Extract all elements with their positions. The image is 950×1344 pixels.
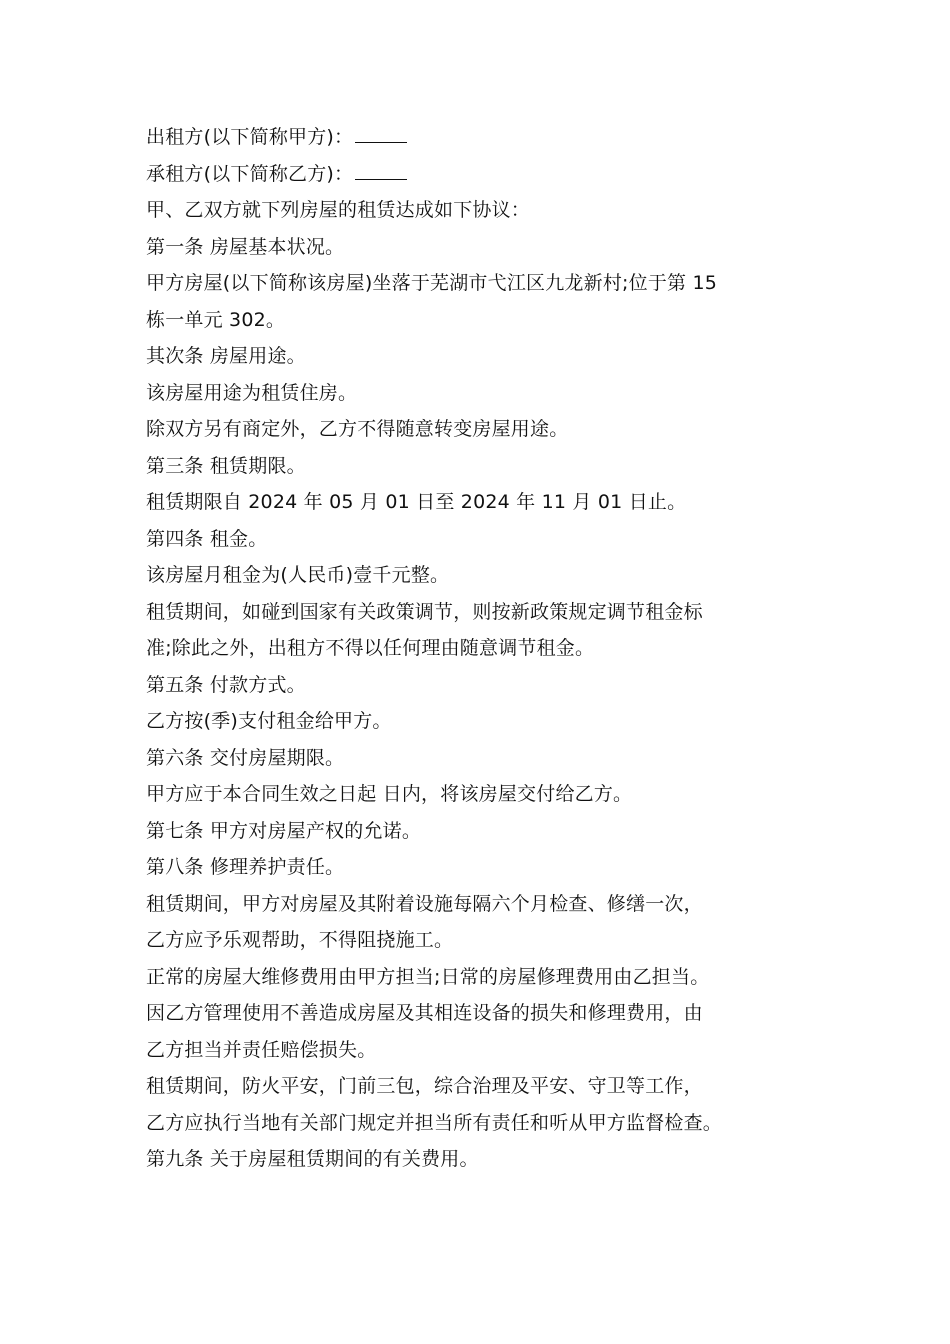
article-1-heading: 第一条 房屋基本状况。 [146,235,345,258]
article-8-heading: 第八条 修理养护责任。 [146,856,345,878]
paragraph-line: 租赁期间，防火平安，门前三包，综合治理及平安、守卫等工作， [146,1075,703,1097]
lessor-line [146,119,816,156]
lessee-label: 承租方(以下简称乙方)： [146,162,354,185]
lessor-blank-field [355,128,407,143]
paragraph-line: 除双方另有商定外，乙方不得随意转变房屋用途。 [146,418,569,440]
lessee-line [146,156,816,193]
article-2-heading: 其次条 房屋用途。 [146,345,306,367]
lessor-label: 出租方(以下简称甲方)： [146,126,354,148]
paragraph-line: 正常的房屋大维修费用由甲方担当;日常的房屋修理费用由乙担当。 [146,965,710,988]
paragraph-line: 租赁期间，甲方对房屋及其附着设施每隔六个月检查、修缮一次， [146,892,703,915]
article-7-heading: 第七条 甲方对房屋产权的允诺。 [146,819,422,842]
paragraph-line: 该房屋用途为租赁住房。 [146,381,358,404]
paragraph-line: 甲方应于本合同生效之日起 日内，将该房屋交付给乙方。 [146,783,633,805]
lessee-blank-field [355,165,407,180]
paragraph-line: 乙方按(季)支付租金给甲方。 [146,710,392,732]
paragraph-line: 准;除此之外，出租方不得以任何理由随意调节租金。 [146,637,595,659]
article-6-heading: 第六条 交付房屋期限。 [146,746,345,769]
article-9-heading: 第九条 关于房屋租赁期间的有关费用。 [146,1148,479,1170]
paragraph-line: 租赁期间，如碰到国家有关政策调节，则按新政策规定调节租金标 [146,600,703,623]
paragraph-line: 甲方房屋(以下简称该房屋)坐落于芜湖市弋江区九龙新村;位于第 15 [146,272,718,294]
article-4-heading: 第四条 租金。 [146,527,268,550]
paragraph-line: 乙方担当并责任赔偿损失。 [146,1038,377,1061]
paragraph-line: 租赁期限自 2024 年 05 月 01 日至 2024 年 11 月 01 日止。 [146,491,687,513]
paragraph-line: 因乙方管理使用不善造成房屋及其相连设备的损失和修理费用，由 [146,1002,703,1024]
paragraph-line: 栋一单元 302。 [146,308,286,331]
paragraph-line: 该房屋月租金为(人民币)壹千元整。 [146,564,450,586]
paragraph-line: 乙方应予乐观帮助，不得阻挠施工。 [146,929,454,951]
document-body [146,119,816,1178]
agreement-intro: 甲、乙双方就下列房屋的租赁达成如下协议： [146,199,531,221]
article-3-heading: 第三条 租赁期限。 [146,454,306,477]
paragraph-line: 乙方应执行当地有关部门规定并担当所有责任和听从甲方监督检查。 [146,1111,723,1134]
article-5-heading: 第五条 付款方式。 [146,673,306,696]
